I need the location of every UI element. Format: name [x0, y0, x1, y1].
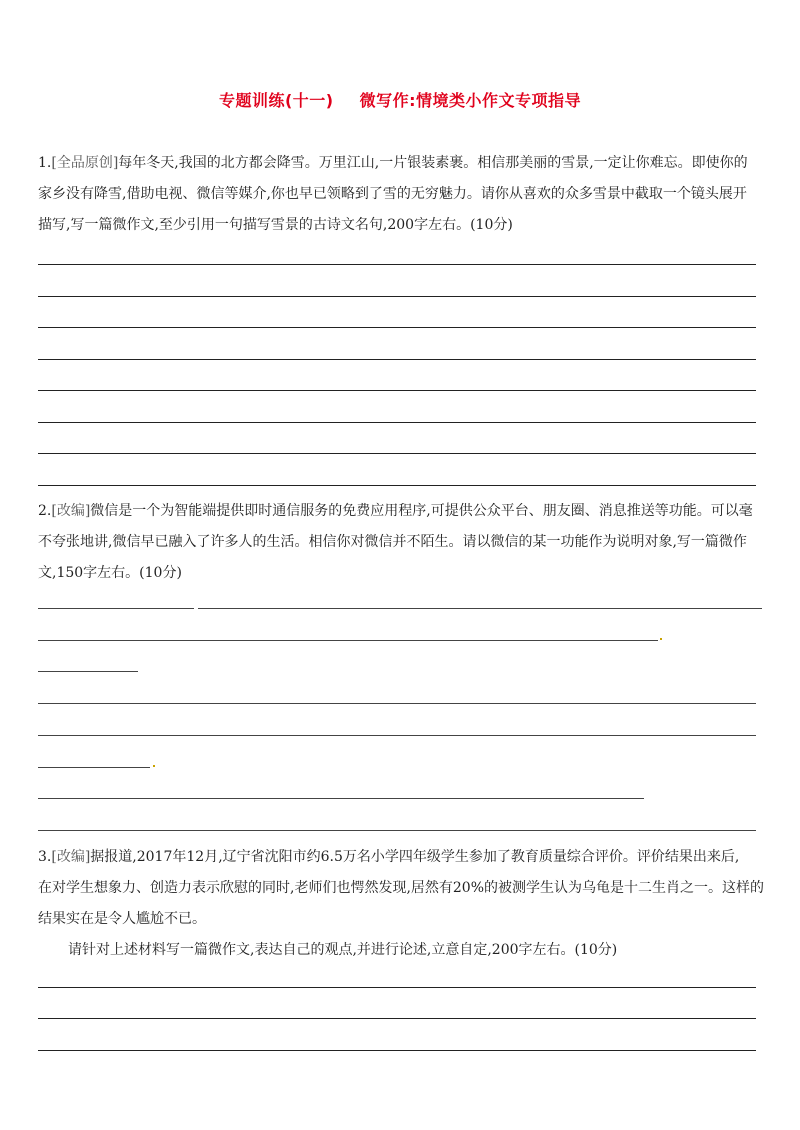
- question-2: [38, 496, 762, 589]
- title-part-1: 专题训练(十一): [218, 91, 334, 110]
- answer-line: [38, 830, 756, 831]
- answer-line: [38, 703, 756, 704]
- answer-line: [38, 798, 644, 799]
- answer-line: [38, 1050, 756, 1051]
- answer-line: [38, 735, 756, 736]
- answer-line: [38, 485, 756, 486]
- answer-line: [38, 1018, 756, 1019]
- question-3: [38, 842, 765, 966]
- answer-line: [38, 422, 756, 423]
- answer-line: [38, 390, 756, 391]
- stray-mark: [153, 765, 155, 767]
- question-2-line-1: [38, 496, 762, 527]
- answer-line: [38, 767, 150, 768]
- question-1-line-2: 家乡没有降雪,借助电视、微信等媒介,你也早已领略到了雪的无穷魅力。请你从喜欢的众多雪景中截取一个镜头展开: [38, 186, 747, 202]
- answer-line: [38, 327, 756, 328]
- answer-line: [38, 987, 756, 988]
- question-2-number: 2.: [38, 503, 52, 519]
- question-3-tag: [改编]: [51, 849, 91, 865]
- question-1-line-1: [38, 148, 762, 179]
- stray-mark: [660, 638, 662, 640]
- question-2-tag: [改编]: [51, 503, 91, 519]
- question-1-line-3: 描写,写一篇微作文,至少引用一句描写雪景的古诗文名句,200字左右。(10分): [38, 217, 513, 233]
- question-3-line-2: 在对学生想象力、创造力表示欣慰的同时,老师们也愕然发现,居然有20%的被测学生认为乌龟是十二生肖之一。这样的: [38, 880, 765, 896]
- answer-line: [38, 640, 658, 641]
- page-title: [0, 88, 800, 111]
- question-3-line-1: [38, 842, 762, 873]
- question-1-text-1: 每年冬天,我国的北方都会降雪。万里江山,一片银装素裹。相信那美丽的雪景,一定让你难忘。即使你的: [118, 155, 748, 171]
- title-part-2: 微写作:情境类小作文专项指导: [359, 91, 582, 110]
- question-1-tag: [全品原创]: [51, 155, 119, 171]
- question-2-line-3: 文,150字左右。(10分): [38, 565, 182, 581]
- question-3-text-1: 据报道,2017年12月,辽宁省沈阳市约6.5万名小学四年级学生参加了教育质量综合评价。评价结果出来后,: [90, 849, 740, 865]
- answer-line: [38, 359, 756, 360]
- question-1: [38, 148, 762, 241]
- answer-line: [38, 608, 194, 609]
- answer-line: [38, 453, 756, 454]
- answer-line: [38, 296, 756, 297]
- answer-line: [38, 671, 138, 672]
- question-2-line-2: 不夸张地讲,微信早已融入了许多人的生活。相信你对微信并不陌生。请以微信的某一功能作为说明对象,写一篇微作: [38, 534, 747, 550]
- question-3-number: 3.: [38, 849, 52, 865]
- question-3-line-3: 结果实在是令人尴尬不已。: [38, 911, 206, 927]
- question-3-line-4: 请针对上述材料写一篇微作文,表达自己的观点,并进行论述,立意自定,200字左右。(10分): [68, 942, 618, 958]
- question-2-text-1: 微信是一个为智能端提供即时通信服务的免费应用程序,可提供公众平台、朋友圈、消息推送等功能。可以毫: [90, 503, 753, 519]
- question-1-number: 1.: [38, 155, 52, 171]
- answer-line: [38, 264, 756, 265]
- answer-line: [198, 608, 762, 609]
